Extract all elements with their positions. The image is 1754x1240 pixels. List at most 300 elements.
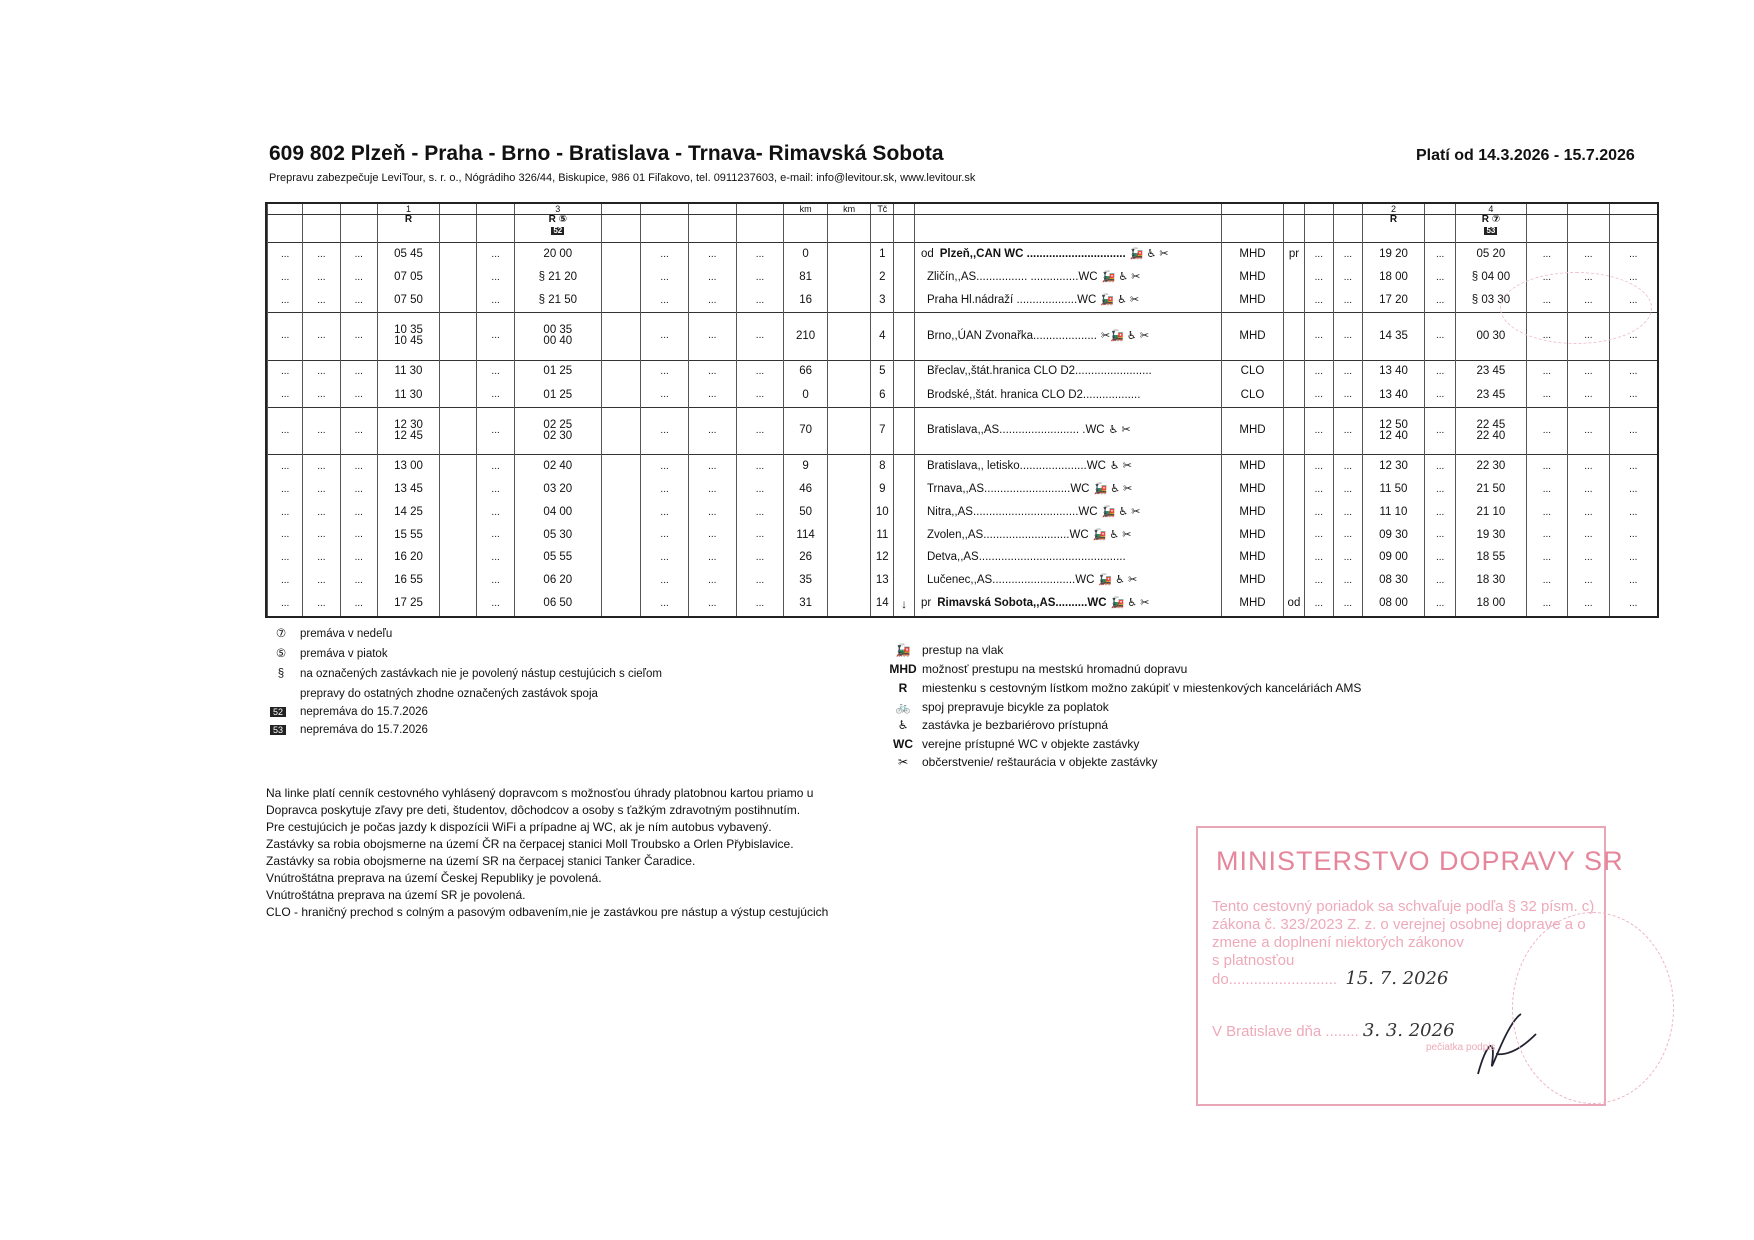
empty-cell: ...	[641, 266, 689, 289]
stop-number: 9	[871, 479, 894, 502]
departure-trip-4: 18 00	[1456, 592, 1527, 616]
stop-name: Lučenec,,AS..........................WC	[926, 574, 1095, 587]
timetable-row	[268, 266, 1658, 289]
legend-text: miestenku s cestovným lístkom možno zakúpiť v miestenkových kanceláriách AMS	[922, 681, 1362, 695]
empty-cell: ...	[303, 547, 340, 570]
departure-trip-2: 13 40	[1362, 360, 1424, 384]
departure-trip-1: 11 30	[377, 384, 439, 408]
seal-imprint-top	[1500, 272, 1652, 344]
empty-cell: ...	[340, 592, 377, 616]
empty-cell: ...	[1568, 360, 1609, 384]
empty-cell: ...	[1333, 407, 1362, 454]
direction-label-2	[1284, 501, 1305, 524]
departure-trip-3: 02 40	[514, 455, 601, 479]
empty-cell: ...	[268, 313, 303, 360]
empty-cell: ...	[268, 524, 303, 547]
empty-cell: ...	[736, 501, 784, 524]
empty-cell: ...	[1609, 455, 1657, 479]
departure-trip-4: 05 20	[1456, 243, 1527, 267]
amenity-icons: 🚂 ♿ ✂	[1129, 247, 1169, 260]
empty-cell: ...	[477, 384, 514, 408]
stop-number: 11	[871, 524, 894, 547]
km-value: 0	[784, 243, 828, 267]
timetable-row	[268, 243, 1658, 267]
stop-name: Detva,,AS..............................................	[926, 551, 1126, 564]
departure-trip-2: 08 30	[1362, 569, 1424, 592]
empty-cell	[440, 266, 477, 289]
stop-number: 12	[871, 547, 894, 570]
empty-cell: ...	[1609, 592, 1657, 616]
column-numbers-row	[268, 204, 1658, 215]
empty-cell: ...	[1568, 313, 1609, 360]
empty-cell: ...	[268, 592, 303, 616]
empty-cell: ...	[641, 360, 689, 384]
empty-cell: ...	[1526, 455, 1567, 479]
direction-label-2: pr	[1284, 243, 1305, 267]
departure-trip-2: 19 20	[1362, 243, 1424, 267]
stop-name-cell	[914, 524, 1221, 547]
empty-cell: ...	[736, 407, 784, 454]
departure-trip-1: 11 30	[377, 360, 439, 384]
departure-trip-2: 08 00	[1362, 592, 1424, 616]
stop-name-cell	[914, 592, 1221, 616]
empty-cell: ...	[641, 455, 689, 479]
empty-cell: ...	[1609, 243, 1657, 267]
empty-cell: ...	[477, 479, 514, 502]
empty-cell: ...	[1304, 243, 1333, 267]
empty-cell: ...	[303, 455, 340, 479]
empty-cell	[440, 243, 477, 267]
empty-cell	[827, 547, 871, 570]
empty-cell	[827, 479, 871, 502]
legend-text: spoj prepravuje bicykle za poplatok	[922, 700, 1109, 714]
transfer-info: MHD	[1221, 407, 1283, 454]
departure-trip-3: 00 35 00 40	[514, 313, 601, 360]
stop-name-cell	[914, 407, 1221, 454]
legend-text: občerstvenie/ reštaurácia v objekte zastávky	[922, 755, 1158, 769]
trip-2-label: R	[1362, 215, 1424, 243]
empty-cell: ...	[688, 289, 736, 313]
legend-item	[888, 700, 1109, 714]
stop-number: 7	[871, 407, 894, 454]
stamp-until: do.......................... 15. 7. 2026	[1212, 968, 1449, 989]
empty-cell: ...	[1304, 455, 1333, 479]
note-line: Zastávky sa robia obojsmerne na území SR na čerpacej stanici Tanker Čaradice.	[266, 854, 696, 868]
timetable-row	[268, 289, 1658, 313]
empty-cell: ...	[1609, 501, 1657, 524]
km-value: 114	[784, 524, 828, 547]
empty-cell: ...	[641, 524, 689, 547]
amenity-icons: 🚂 ♿ ✂	[1093, 483, 1133, 496]
departure-trip-4: 21 10	[1456, 501, 1527, 524]
empty-cell: ...	[641, 289, 689, 313]
empty-cell: ...	[340, 289, 377, 313]
empty-cell: ...	[340, 479, 377, 502]
departure-trip-1: 16 20	[377, 547, 439, 570]
direction-arrow	[894, 360, 915, 384]
timetable-row	[268, 524, 1658, 547]
stop-name: Rimavská Sobota,,AS..........WC	[937, 597, 1107, 610]
legend-symbol: ⑤	[275, 648, 287, 660]
stop-number: 10	[871, 501, 894, 524]
transfer-info: MHD	[1221, 313, 1283, 360]
carrier-info: Prepravu zabezpečuje LeviTour, s. r. o., Nógrádiho 326/44, Biskupice, 986 01 Fiľakovo, tel. 0911237603, e-mail: info@levitour.sk, www.levitour.sk	[269, 172, 976, 184]
stop-number: 1	[871, 243, 894, 267]
empty-cell: ...	[641, 592, 689, 616]
empty-cell: ...	[1425, 384, 1456, 408]
departure-trip-3: § 21 50	[514, 289, 601, 313]
empty-cell: ...	[688, 407, 736, 454]
empty-cell	[601, 407, 640, 454]
departure-trip-1: 10 35 10 45	[377, 313, 439, 360]
departure-trip-2: 12 30	[1362, 455, 1424, 479]
empty-cell: ...	[1333, 479, 1362, 502]
empty-cell	[601, 360, 640, 384]
empty-cell: ...	[1304, 313, 1333, 360]
timetable-row	[268, 547, 1658, 570]
direction-label-2	[1284, 479, 1305, 502]
stop-number: 14	[871, 592, 894, 616]
empty-cell: ...	[1526, 266, 1567, 289]
stop-name: Plzeň,,CAN WC ...............................	[939, 247, 1126, 260]
second-time: 22 40	[1476, 430, 1506, 443]
empty-cell: ...	[1304, 266, 1333, 289]
empty-cell: ...	[736, 569, 784, 592]
approval-date: 3. 3. 2026	[1362, 1020, 1455, 1041]
empty-cell: ...	[477, 592, 514, 616]
km-value: 81	[784, 266, 828, 289]
direction-label-2	[1284, 407, 1305, 454]
empty-cell: ...	[303, 384, 340, 408]
empty-cell: ...	[736, 266, 784, 289]
empty-cell: ...	[736, 360, 784, 384]
empty-cell	[440, 384, 477, 408]
stamp-text: Tento cestovný poriadok sa schvaľuje podľa § 32 písm. c) zákona č. 323/2023 Z. z. o verejnej osobnej doprave a o zmene a doplnení niektorých zákonov s platnosťou	[1212, 898, 1595, 969]
empty-cell: ...	[1568, 501, 1609, 524]
timetable-row	[268, 407, 1658, 454]
stop-name-cell	[914, 266, 1221, 289]
legend-item	[888, 755, 1157, 769]
departure-trip-3: § 21 20	[514, 266, 601, 289]
direction-arrow	[894, 524, 915, 547]
empty-cell	[601, 569, 640, 592]
transfer-info: MHD	[1221, 569, 1283, 592]
empty-cell: ...	[340, 407, 377, 454]
empty-cell: ...	[1425, 547, 1456, 570]
trip-4-number: 4	[1456, 204, 1527, 215]
empty-cell: ...	[1609, 407, 1657, 454]
empty-cell: ...	[268, 407, 303, 454]
amenity-icons: 🚂 ♿ ✂	[1092, 528, 1132, 541]
km-header: km	[784, 204, 828, 215]
empty-cell: ...	[1333, 243, 1362, 267]
direction-label-2	[1284, 455, 1305, 479]
empty-cell	[827, 407, 871, 454]
empty-cell	[601, 524, 640, 547]
empty-cell: ...	[268, 384, 303, 408]
legend-text: možnosť prestupu na mestskú hromadnú dopravu	[922, 662, 1188, 676]
departure-trip-3: 01 25	[514, 360, 601, 384]
empty-cell: ...	[641, 501, 689, 524]
amenity-icons: 🚂 ♿ ✂	[1101, 270, 1141, 283]
empty-cell	[827, 455, 871, 479]
empty-cell	[601, 243, 640, 267]
departure-trip-4: 23 45	[1456, 384, 1527, 408]
empty-cell: ...	[1333, 524, 1362, 547]
empty-cell: ...	[1526, 479, 1567, 502]
departure-trip-2: 11 10	[1362, 501, 1424, 524]
empty-cell: ...	[1304, 384, 1333, 408]
empty-cell: ...	[1333, 266, 1362, 289]
amenity-icons: ✂🚂 ♿ ✂	[1100, 329, 1150, 342]
empty-cell: ...	[303, 289, 340, 313]
note-line: Vnútroštátna preprava na území Českej Republiky je povolená.	[266, 871, 602, 885]
second-time: 12 40	[1379, 430, 1408, 443]
departure-trip-1: 16 55	[377, 569, 439, 592]
departure-trip-1: 17 25	[377, 592, 439, 616]
legend-text: prestup na vlak	[922, 643, 1004, 657]
empty-cell: ...	[1568, 569, 1609, 592]
legend-symbol: ✂	[897, 755, 909, 769]
empty-cell: ...	[736, 547, 784, 570]
empty-cell: ...	[477, 455, 514, 479]
empty-cell: ...	[1304, 289, 1333, 313]
departure-trip-4: 18 30	[1456, 569, 1527, 592]
legend-text: na označených zastávkach nie je povolený nástup cestujúcich s cieľom	[300, 668, 662, 680]
direction-arrow	[894, 501, 915, 524]
empty-cell: ...	[268, 547, 303, 570]
empty-cell: ...	[1304, 407, 1333, 454]
trip-labels-row	[268, 215, 1658, 243]
empty-cell: ...	[477, 501, 514, 524]
empty-cell: ...	[641, 569, 689, 592]
empty-cell: ...	[268, 243, 303, 267]
legend-item	[270, 668, 662, 680]
departure-trip-4: § 04 00	[1456, 266, 1527, 289]
departure-trip-1: 15 55	[377, 524, 439, 547]
second-time: 12 45	[394, 430, 423, 443]
direction-arrow	[894, 569, 915, 592]
empty-cell: ...	[303, 243, 340, 267]
empty-cell: ...	[1609, 547, 1657, 570]
direction-label-2	[1284, 360, 1305, 384]
stop-name: Bratislava,,AS......................... .WC	[926, 424, 1105, 437]
direction-arrow	[894, 243, 915, 267]
empty-cell	[440, 524, 477, 547]
page-title: 609 802 Plzeň - Praha - Brno - Bratislava - Trnava- Rimavská Sobota	[269, 142, 944, 165]
direction-arrow	[894, 266, 915, 289]
empty-cell: ...	[477, 547, 514, 570]
empty-cell: ...	[1333, 547, 1362, 570]
stop-name-cell	[914, 243, 1221, 267]
legend-text: premáva v nedeľu	[300, 628, 393, 640]
stop-name-cell	[914, 569, 1221, 592]
empty-cell: ...	[1333, 360, 1362, 384]
empty-cell: ...	[1304, 592, 1333, 616]
empty-cell: ...	[268, 569, 303, 592]
transfer-info: MHD	[1221, 592, 1283, 616]
empty-cell: ...	[477, 266, 514, 289]
km-value: 46	[784, 479, 828, 502]
empty-cell: ...	[1425, 407, 1456, 454]
legend-item	[270, 724, 428, 736]
legend-item	[270, 646, 388, 660]
empty-cell: ...	[736, 384, 784, 408]
empty-cell	[440, 289, 477, 313]
legend-item	[270, 688, 598, 700]
official-seal	[1512, 912, 1674, 1104]
legend-item	[270, 626, 392, 640]
stop-name: Zvolen,,AS...........................WC	[926, 528, 1089, 541]
trip-3-badge: 52	[553, 226, 563, 235]
empty-cell: ...	[688, 384, 736, 408]
empty-cell: ...	[1568, 384, 1609, 408]
transfer-info: CLO	[1221, 384, 1283, 408]
direction-label: od	[920, 247, 934, 260]
empty-cell: ...	[340, 384, 377, 408]
stop-number: 8	[871, 455, 894, 479]
empty-cell: ...	[303, 501, 340, 524]
timetable-row	[268, 592, 1658, 616]
empty-cell: ...	[641, 384, 689, 408]
stop-name: Brodské,,štát. hranica CLO D2..................	[926, 388, 1141, 401]
empty-cell: ...	[340, 243, 377, 267]
empty-cell: ...	[1425, 592, 1456, 616]
timetable-row	[268, 501, 1658, 524]
empty-cell: ...	[688, 524, 736, 547]
legend-item	[888, 643, 1003, 657]
empty-cell: ...	[1304, 547, 1333, 570]
direction-label-2	[1284, 547, 1305, 570]
departure-trip-1: 13 00	[377, 455, 439, 479]
empty-cell: ...	[1568, 524, 1609, 547]
empty-cell: ...	[1526, 592, 1567, 616]
empty-cell: ...	[1526, 547, 1567, 570]
direction-label-2	[1284, 384, 1305, 408]
empty-cell: ...	[340, 524, 377, 547]
note-line: Dopravca poskytuje zľavy pre deti, študentov, dôchodcov a osoby s ťažkým zdravotným postihnutím.	[266, 803, 801, 817]
departure-trip-4: 19 30	[1456, 524, 1527, 547]
second-time: 02 30	[543, 430, 573, 443]
empty-cell: ...	[1609, 313, 1657, 360]
direction-label-2	[1284, 569, 1305, 592]
empty-cell: ...	[340, 313, 377, 360]
legend-item	[888, 718, 1108, 732]
km-header-2: km	[827, 204, 871, 215]
stop-name: Praha Hl.nádraží ...................WC	[926, 293, 1097, 306]
empty-cell: ...	[1304, 524, 1333, 547]
empty-cell	[827, 524, 871, 547]
empty-cell: ...	[303, 266, 340, 289]
empty-cell: ...	[688, 592, 736, 616]
trip-4-badge: 53	[1486, 226, 1496, 235]
empty-cell: ...	[303, 592, 340, 616]
empty-cell: ...	[1333, 592, 1362, 616]
direction-arrow	[894, 455, 915, 479]
empty-cell	[440, 360, 477, 384]
empty-cell: ...	[1304, 501, 1333, 524]
empty-cell	[440, 569, 477, 592]
departure-trip-2: 09 00	[1362, 547, 1424, 570]
trip-3-label: R ⑤	[548, 214, 568, 225]
direction-arrow	[894, 407, 915, 454]
empty-cell	[601, 313, 640, 360]
departure-trip-3: 03 20	[514, 479, 601, 502]
empty-cell: ...	[477, 243, 514, 267]
empty-cell: ...	[688, 501, 736, 524]
empty-cell: ...	[303, 313, 340, 360]
empty-cell: ...	[303, 407, 340, 454]
empty-cell: ...	[1425, 313, 1456, 360]
empty-cell: ...	[340, 569, 377, 592]
legend-text: premáva v piatok	[300, 648, 388, 660]
timetable-row	[268, 569, 1658, 592]
legend-symbol: ⑦	[275, 628, 287, 640]
empty-cell: ...	[268, 479, 303, 502]
empty-cell: ...	[1333, 501, 1362, 524]
empty-cell: ...	[1333, 384, 1362, 408]
empty-cell: ...	[268, 455, 303, 479]
direction-arrow	[894, 547, 915, 570]
empty-cell: ...	[1425, 455, 1456, 479]
legend-symbol: §	[277, 668, 285, 680]
empty-cell: ...	[1425, 289, 1456, 313]
second-time: 00 40	[543, 335, 573, 348]
empty-cell: ...	[1425, 569, 1456, 592]
empty-cell: ...	[1568, 479, 1609, 502]
empty-cell	[827, 501, 871, 524]
empty-cell: ...	[688, 479, 736, 502]
transfer-info: MHD	[1221, 289, 1283, 313]
empty-cell	[827, 569, 871, 592]
empty-cell	[601, 592, 640, 616]
km-value: 35	[784, 569, 828, 592]
km-value: 31	[784, 592, 828, 616]
stop-name-cell	[914, 479, 1221, 502]
empty-cell	[601, 384, 640, 408]
empty-cell: ...	[1304, 569, 1333, 592]
empty-cell: ...	[688, 547, 736, 570]
empty-cell	[440, 501, 477, 524]
empty-cell	[601, 547, 640, 570]
empty-cell: ...	[303, 569, 340, 592]
legend-text: zastávka je bezbariérovo prístupná	[922, 718, 1109, 732]
empty-cell: ...	[736, 524, 784, 547]
departure-trip-1: 07 05	[377, 266, 439, 289]
legend-symbol: R	[898, 681, 908, 695]
empty-cell: ...	[641, 479, 689, 502]
departure-trip-2: 13 40	[1362, 384, 1424, 408]
stop-number: 2	[871, 266, 894, 289]
empty-cell: ...	[1304, 360, 1333, 384]
legend-text: prepravy do ostatných zhodne označených zastávok spoja	[300, 688, 598, 700]
empty-cell: ...	[477, 360, 514, 384]
empty-cell: ...	[1568, 547, 1609, 570]
amenity-icons: 🚂 ♿ ✂	[1101, 505, 1141, 518]
stop-number: 6	[871, 384, 894, 408]
empty-cell: ...	[688, 243, 736, 267]
transfer-info: MHD	[1221, 547, 1283, 570]
empty-cell: ...	[688, 266, 736, 289]
trip-1-number: 1	[377, 204, 439, 215]
timetable-row	[268, 360, 1658, 384]
timetable-row	[268, 455, 1658, 479]
empty-cell	[827, 384, 871, 408]
transfer-info: MHD	[1221, 243, 1283, 267]
departure-trip-1: 13 45	[377, 479, 439, 502]
empty-cell: ...	[268, 360, 303, 384]
km-value: 0	[784, 384, 828, 408]
